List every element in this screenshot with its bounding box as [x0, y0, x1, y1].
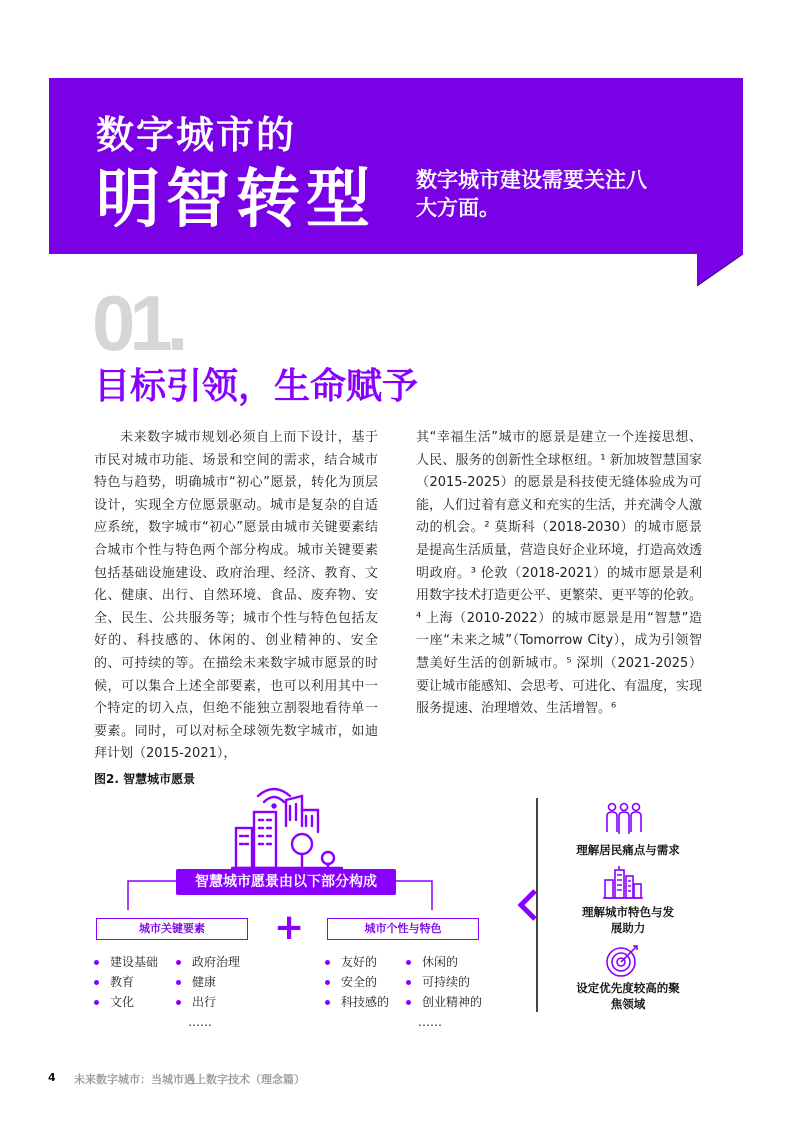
key-elements-list-col1	[94, 952, 158, 1012]
chevron-left-icon	[517, 889, 537, 921]
list-item: 可持续的	[406, 972, 482, 992]
list-item: 友好的	[325, 952, 389, 972]
list-item: 政府治理	[176, 952, 240, 972]
target-icon	[605, 942, 641, 978]
list-item: 安全的	[325, 972, 389, 992]
list-item: 科技感的	[325, 992, 389, 1012]
footer-title: 未来数字城市：当城市遇上数字技术（理念篇）	[74, 1073, 305, 1086]
category-city-character: 城市个性与特色	[327, 918, 479, 940]
list-more: ……	[188, 1015, 212, 1029]
outcome-label-focus-areas: 设定优先度较高的聚焦领域	[576, 981, 680, 1011]
subtitle: 数字城市建设需要关注八大方面。	[416, 168, 647, 220]
outcome-label-city-features: 理解城市特色与发展助力	[582, 905, 674, 935]
list-item: 建设基础	[94, 952, 158, 972]
section-title: 目标引领，生命赋予	[94, 366, 419, 407]
banner-fold-corner	[697, 254, 743, 286]
city-character-list-col1	[325, 952, 389, 1012]
key-elements-list-col2	[176, 952, 240, 1032]
body-paragraph-right: 其“幸福生活”城市的愿景是建立一个连接思想、人民、服务的创新性全球枢纽。¹ 新加坡智慧国家（2015-2025）的愿景是科技使无缝体验成为可能，人们过着有意义和充实的生活，并充满令人激动的机会。² 莫斯科（2018-2030）的城市愿景是提高生活质量，营造良好企业环境，打造高效透明政府。³ 伦敦（2018-2021）的城市愿景是利用数字技术打造更公平、更繁荣、更平等的伦敦。⁴ 上海（2010-2022）的城市愿景是用“智慧”造一座“未来之城”（Tomorrow City），成为引领智慧美好生活的创新城市。⁵ 深圳（2021-2025）要让城市能感知、会思考、可进化、有温度，实现服务提速、治理增效、生活增智。⁶	[416, 430, 703, 717]
list-item: 文化	[94, 992, 158, 1012]
city-icon	[603, 866, 643, 900]
vision-label: 智慧城市愿景由以下部分构成	[176, 869, 396, 895]
people-icon	[605, 802, 643, 836]
list-item: 休闲的	[406, 952, 482, 972]
list-item: 出行	[176, 992, 240, 1012]
section-number: 01.	[92, 279, 183, 367]
city-character-list-col2	[406, 952, 482, 1032]
page-number: 4	[48, 1071, 56, 1084]
list-more: ……	[418, 1015, 442, 1029]
title-line-2: 明智转型	[96, 163, 376, 237]
figure-caption: 图2. 智慧城市愿景	[94, 772, 196, 786]
body-paragraph-left: 未来数字城市规划必须自上而下设计，基于市民对城市功能、场景和空间的需求，结合城市特色与趋势，明确城市“初心”愿景，转化为顶层设计，实现全方位愿景驱动。城市是复杂的自适应系统，数字城市“初心”愿景由城市关键要素结合城市个性与特色两个部分构成。城市关键要素包括基础设施建设、政府治理、经济、教育、文化、健康、出行、自然环境、食品、废弃物、安全、民生、公共服务等；城市个性与特色包括友好的、科技感的、休闲的、创业精神的、安全的、可持续的等。在描绘未来数字城市愿景的时候，可以集合上述全部要素，也可以利用其中一个特定的切入点，但绝不能独立割裂地看待单一要素。同时，可以对标全球领先数字城市，如迪拜计划（2015-2021），	[94, 430, 378, 762]
category-key-elements: 城市关键要素	[96, 918, 248, 940]
title-line-1: 数字城市的	[96, 113, 297, 157]
plus-symbol: +	[274, 907, 305, 948]
outcome-label-residents: 理解居民痛点与需求	[576, 843, 680, 857]
list-item: 教育	[94, 972, 158, 992]
smart-city-skyline-icon	[232, 786, 342, 870]
list-item: 健康	[176, 972, 240, 992]
list-item: 创业精神的	[406, 992, 482, 1012]
